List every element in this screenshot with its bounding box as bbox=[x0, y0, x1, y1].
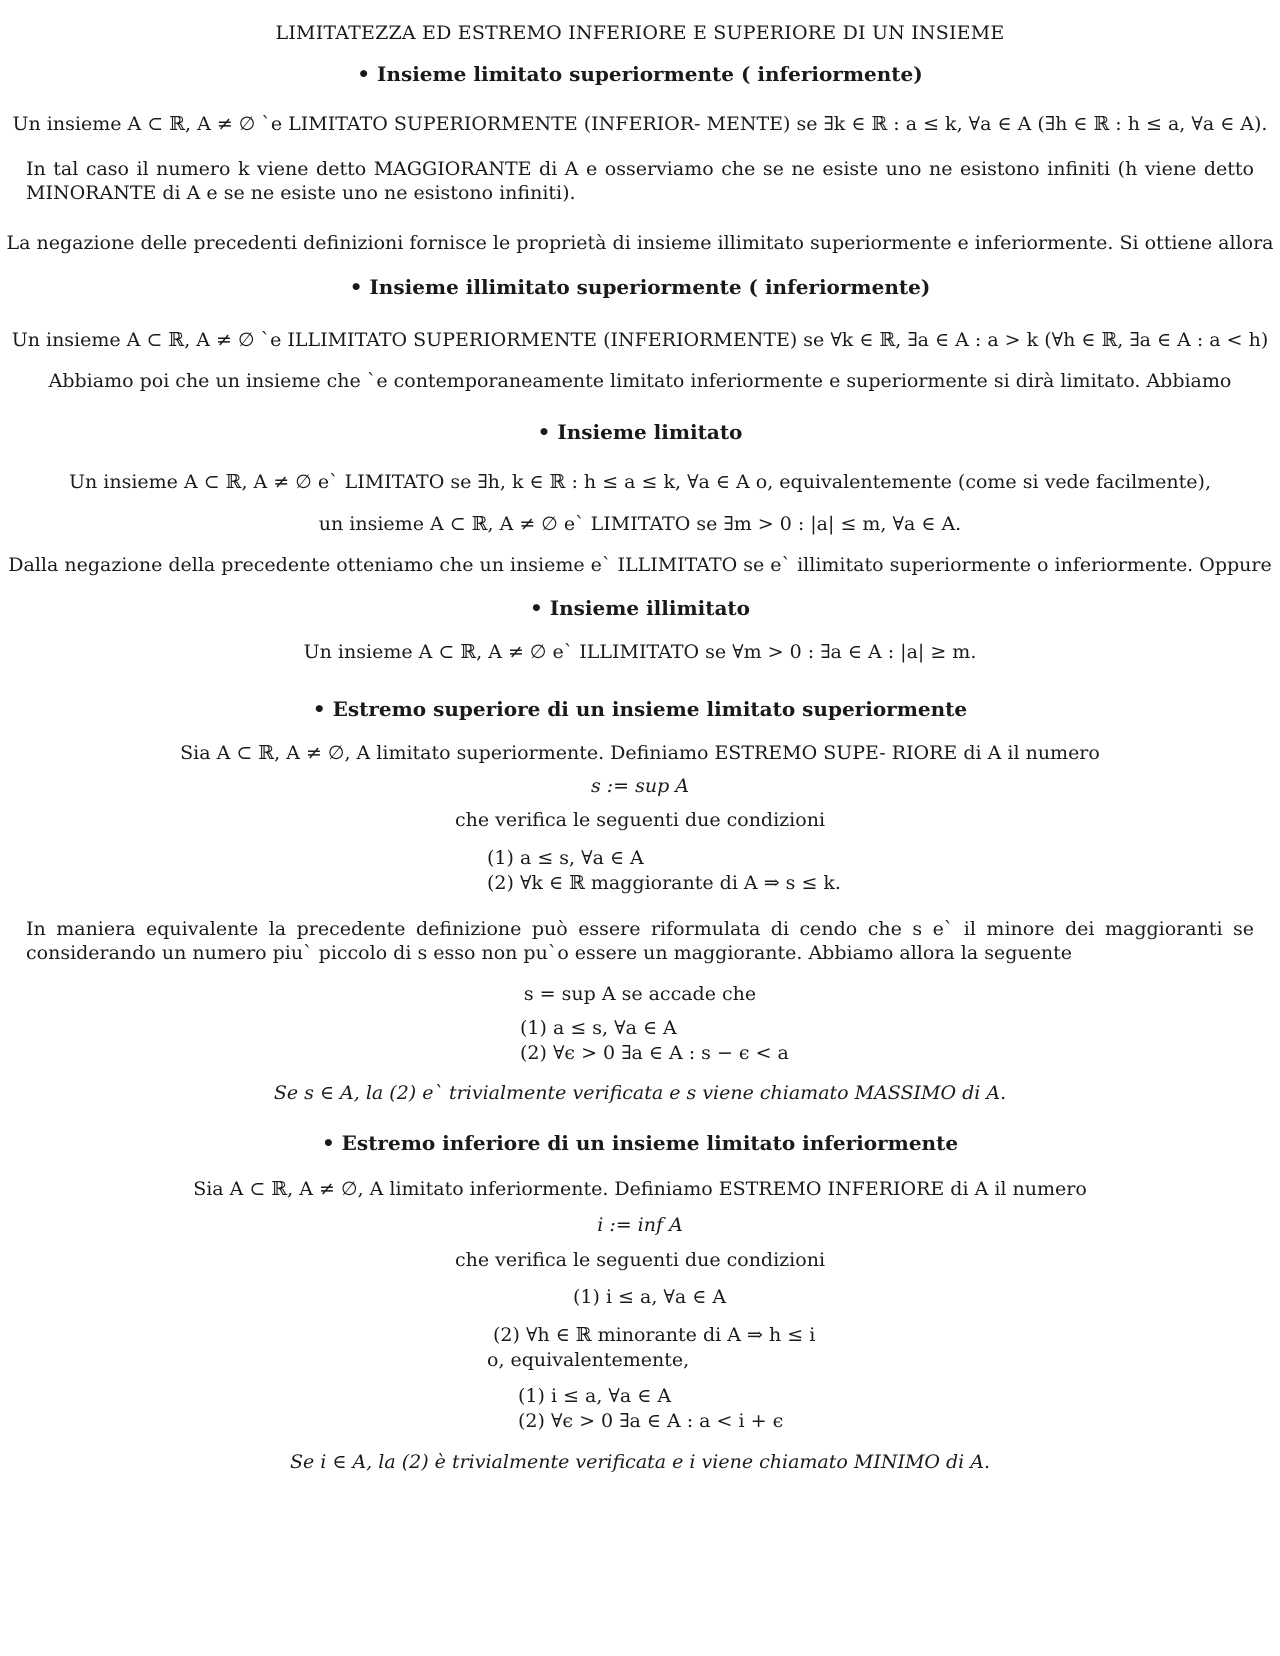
definition-illimitato: Un insieme A ⊂ ℝ, A ≠ ∅ e` ILLIMITATO se ∀m > 0 : ∃a ∈ A : |a| ≥ m. bbox=[303, 641, 977, 663]
inf-condition-eps-1: (1) i ≤ a, ∀a ∈ A bbox=[518, 1385, 672, 1407]
formula-inf: i := inf A bbox=[597, 1214, 683, 1236]
paragraph-sup-equivalent: In maniera equivalente la precedente definizione può essere riformulata di cendo che s e` il minore dei maggioranti se considerando un numero piu` piccolo di s esso non pu`o essere un maggiorante. Abbiamo allora la seguente bbox=[26, 918, 1254, 964]
section-heading-illimitato: • Insieme illimitato bbox=[530, 596, 750, 620]
inf-condition-2: (2) ∀h ∈ ℝ minorante di A ⇒ h ≤ i bbox=[493, 1324, 816, 1346]
section-heading-estremo-superiore: • Estremo superiore di un insieme limitato superiormente bbox=[312, 697, 968, 721]
definition-limitato-2: un insieme A ⊂ ℝ, A ≠ ∅ e` LIMITATO se ∃m > 0 : |a| ≤ m, ∀a ∈ A. bbox=[318, 513, 962, 535]
page-title: LIMITATEZZA ED ESTREMO INFERIORE E SUPERIORE DI UN INSIEME bbox=[275, 22, 1005, 44]
paragraph-maggiorante: In tal caso il numero k viene detto MAGGIORANTE di A e osserviamo che se ne esiste uno ne esistono infiniti (h viene detto MINORANTE di A e se ne esiste uno ne esistono infiniti). bbox=[26, 158, 1254, 204]
paragraph-illimitato-intro: Dalla negazione della precedente otteniamo che un insieme e` ILLIMITATO se e` illimitato superiormente o inferiormente. Oppure bbox=[8, 554, 1272, 576]
paragraph-inf-equivalently: o, equivalentemente, bbox=[487, 1349, 690, 1371]
remark-minimo: Se i ∈ A, la (2) è trivialmente verificata e i viene chiamato MINIMO di A. bbox=[289, 1451, 991, 1473]
section-heading-estremo-inferiore: • Estremo inferiore di un insieme limitato inferiormente bbox=[321, 1131, 959, 1155]
sup-condition-eps-2: (2) ∀ϵ > 0 ∃a ∈ A : s − ϵ < a bbox=[520, 1042, 789, 1064]
inf-condition-eps-2: (2) ∀ϵ > 0 ∃a ∈ A : a < i + ϵ bbox=[518, 1410, 784, 1432]
sup-condition-eps-1: (1) a ≤ s, ∀a ∈ A bbox=[520, 1017, 677, 1039]
paragraph-limitato-intro: Abbiamo poi che un insieme che `e contemporaneamente limitato inferiormente e superiormente si dirà limitato. Abbiamo bbox=[48, 370, 1232, 392]
section-heading-limitato-superiormente: • Insieme limitato superiormente ( inferiormente) bbox=[357, 62, 923, 86]
definition-illimitato-superiormente: Un insieme A ⊂ ℝ, A ≠ ∅ `e ILLIMITATO SUPERIORMENTE (INFERIORMENTE) se ∀k ∈ ℝ, ∃a ∈ A : a > k (∀h ∈ ℝ, ∃a ∈ A : a < h) bbox=[11, 329, 1269, 351]
paragraph-inf-intro: Sia A ⊂ ℝ, A ≠ ∅, A limitato inferiormente. Definiamo ESTREMO INFERIORE di A il numero bbox=[193, 1178, 1087, 1200]
section-heading-illimitato-superiormente: • Insieme illimitato superiormente ( inferiormente) bbox=[349, 275, 931, 299]
paragraph-sup-intro: Sia A ⊂ ℝ, A ≠ ∅, A limitato superiormente. Definiamo ESTREMO SUPE- RIORE di A il numero bbox=[180, 742, 1100, 764]
definition-limitato-1: Un insieme A ⊂ ℝ, A ≠ ∅ e` LIMITATO se ∃h, k ∈ ℝ : h ≤ a ≤ k, ∀a ∈ A o, equivalentemente (come si vede facilmente), bbox=[68, 471, 1211, 493]
section-heading-limitato: • Insieme limitato bbox=[537, 420, 743, 444]
definition-limitato-superiormente: Un insieme A ⊂ ℝ, A ≠ ∅ `e LIMITATO SUPERIORMENTE (INFERIOR- MENTE) se ∃k ∈ ℝ : a ≤ k, ∀a ∈ A (∃h ∈ ℝ : h ≤ a, ∀a ∈ A). bbox=[12, 113, 1268, 135]
sup-condition-1: (1) a ≤ s, ∀a ∈ A bbox=[487, 847, 644, 869]
inf-condition-1: (1) i ≤ a, ∀a ∈ A bbox=[573, 1286, 727, 1308]
sup-condition-2: (2) ∀k ∈ ℝ maggiorante di A ⇒ s ≤ k. bbox=[487, 872, 841, 894]
paragraph-inf-conditions-intro: che verifica le seguenti due condizioni bbox=[454, 1249, 826, 1271]
remark-massimo: Se s ∈ A, la (2) e` trivialmente verificata e s viene chiamato MASSIMO di A. bbox=[273, 1082, 1007, 1104]
formula-sup-2: s = sup A se accade che bbox=[523, 983, 757, 1005]
formula-sup: s := sup A bbox=[590, 775, 690, 797]
paragraph-negazione: La negazione delle precedenti definizioni fornisce le proprietà di insieme illimitato superiormente e inferiormente. Si ottiene allora bbox=[6, 232, 1274, 254]
paragraph-sup-conditions-intro: che verifica le seguenti due condizioni bbox=[454, 809, 826, 831]
